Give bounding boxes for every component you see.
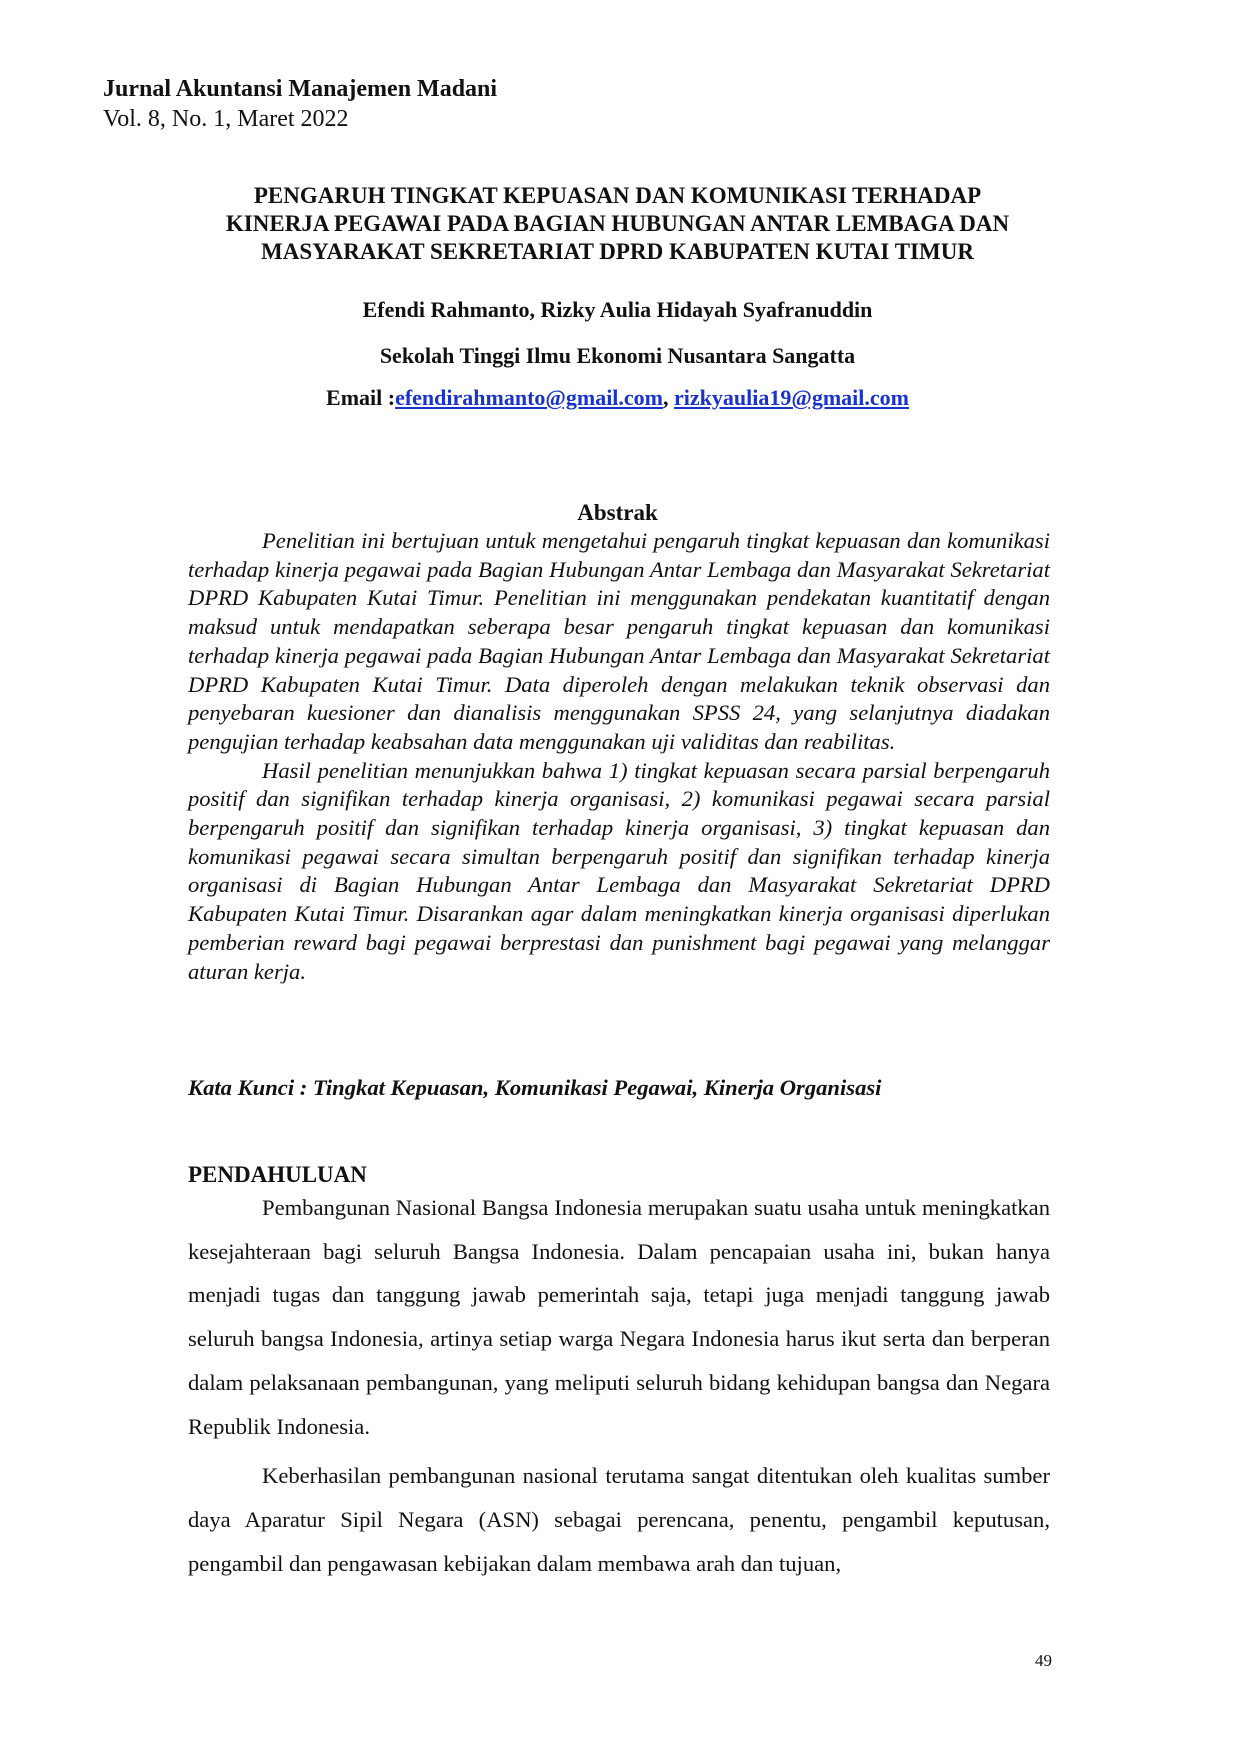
authors: Efendi Rahmanto, Rizky Aulia Hidayah Syafranuddin	[362, 297, 873, 322]
journal-name: Jurnal Akuntansi Manajemen Madani	[103, 76, 498, 102]
title-line: KINERJA PEGAWAI PADA BAGIAN HUBUNGAN ANTAR LEMBAGA DAN	[225, 211, 1010, 236]
journal-header	[103, 74, 497, 134]
title-line: PENGARUH TINGKAT KEPUASAN DAN KOMUNIKASI TERHADAP	[253, 183, 982, 208]
title-line: MASYARAKAT SEKRETARIAT DPRD KABUPATEN KUTAI TIMUR	[261, 239, 974, 264]
affiliation: Sekolah Tinggi Ilmu Ekonomi Nusantara Sangatta	[379, 343, 856, 368]
abstract-paragraph: Penelitian ini bertujuan untuk mengetahui pengaruh tingkat kepuasan dan komunikasi terhadap kinerja pegawai pada Bagian Hubungan Antar Lembaga dan Masyarakat Sekretariat DPRD Kabupaten Kutai Timur. Penelitian ini menggunakan pendekatan kuantitatif dengan maksud untuk mendapatkan seberapa besar pengaruh tingkat kepuasan dan komunikasi terhadap kinerja pegawai pada Bagian Hubungan Antar Lembaga dan Masyarakat Sekretariat DPRD Kabupaten Kutai Timur. Data diperoleh dengan melakukan teknik observasi dan penyebaran kuesioner dan dianalisis menggunakan SPSS 24, yang selanjutnya diadakan pengujian terhadap keabsahan data menggunakan uji validitas dan reabilitas.	[188, 528, 1050, 754]
email-label: Email :	[326, 385, 396, 410]
journal-volume: Vol. 8, No. 1, Maret 2022	[103, 106, 349, 132]
body-paragraph: Keberhasilan pembangunan nasional terutama sangat ditentukan oleh kualitas sumber daya Aparatur Sipil Negara (ASN) sebagai perencana, penentu, pengambil keputusan, pengambil dan pengawasan kebijakan dalam membawa arah dan tujuan,	[188, 1463, 1050, 1576]
section-body	[188, 1186, 1050, 1585]
email-link-2[interactable]: rizkyaulia19@gmail.com	[674, 385, 909, 410]
paper-title	[150, 182, 1085, 266]
email-line	[0, 385, 1235, 411]
abstract-heading: Abstrak	[577, 500, 658, 525]
email-separator: ,	[663, 385, 675, 410]
keywords: Kata Kunci : Tingkat Kepuasan, Komunikasi Pegawai, Kinerja Organisasi	[188, 1075, 882, 1100]
body-paragraph: Pembangunan Nasional Bangsa Indonesia merupakan suatu usaha untuk meningkatkan kesejahteraan bagi seluruh Bangsa Indonesia. Dalam pencapaian usaha ini, bukan hanya menjadi tugas dan tanggung jawab pemerintah saja, tetapi juga menjadi tanggung jawab seluruh bangsa Indonesia, artinya setiap warga Negara Indonesia harus ikut serta dan berperan dalam pelaksanaan pembangunan, yang meliputi seluruh bidang kehidupan bangsa dan Negara Republik Indonesia.	[188, 1195, 1050, 1439]
abstract-body	[188, 527, 1050, 986]
page-number: 49	[1035, 1651, 1052, 1670]
section-heading: PENDAHULUAN	[188, 1162, 367, 1187]
email-link-1[interactable]: efendirahmanto@gmail.com	[395, 385, 664, 410]
abstract-paragraph: Hasil penelitian menunjukkan bahwa 1) tingkat kepuasan secara parsial berpengaruh positif dan signifikan terhadap kinerja organisasi, 2) komunikasi pegawai secara parsial berpengaruh positif dan signifikan terhadap kinerja organisasi, 3) tingkat kepuasan dan komunikasi pegawai secara simultan berpengaruh positif dan signifikan terhadap kinerja organisasi di Bagian Hubungan Antar Lembaga dan Masyarakat Sekretariat DPRD Kabupaten Kutai Timur. Disarankan agar dalam meningkatkan kinerja organisasi diperlukan pemberian reward bagi pegawai berprestasi dan punishment bagi pegawai yang melanggar aturan kerja.	[188, 757, 1050, 984]
